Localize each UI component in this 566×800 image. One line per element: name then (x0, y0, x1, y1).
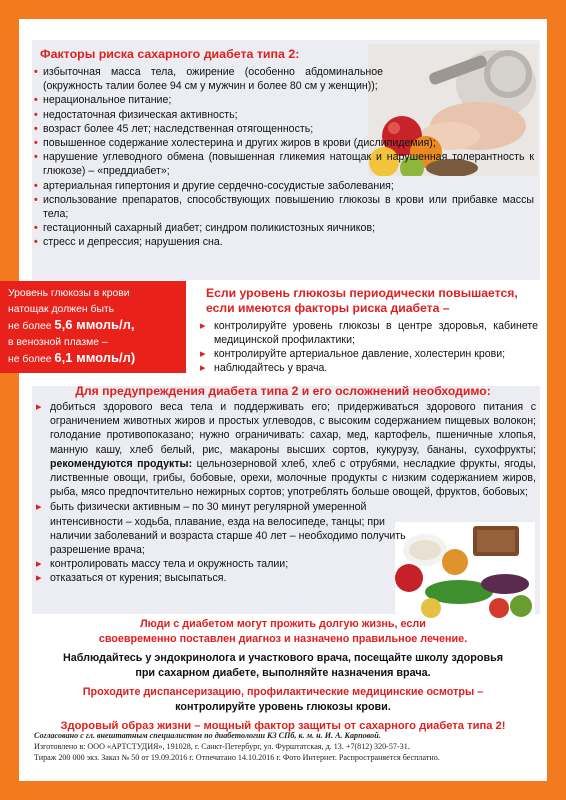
glucose-norm-prefix: не более (8, 354, 55, 365)
list-item-text: отказаться от курения; высыпаться. (50, 572, 227, 585)
list-item (34, 235, 534, 249)
list-item (34, 400, 536, 499)
list-item-text: цельнозерновой хлеб, хлеб с отрубями, несладкие фрукты, ягоды, лиственные овощи, грибы, бобовые, орехи, молочные продукты с низким содержанием жиров, рыба, мясо предпочтительно нежирных сортов; употреблять больше овощей, фруктов, бобовых; (50, 457, 537, 499)
footer-line: Изготовлено в: ООО «АРТСТУДИЯ», 191028, г. Санкт-Петербург, ул. Фурштатская, д. 13. +7(812) 320-57-31. (34, 742, 410, 751)
periodic-title-line: Если уровень глюкозы периодически повышается, (206, 286, 518, 300)
glucose-norm-line: натощак должен быть (8, 303, 115, 315)
periodic-title-line: если имеются факторы риска диабета – (206, 301, 450, 315)
closing-line: при сахарном диабете, выполняйте назначения врача. (135, 667, 431, 679)
list-item-text: повышенное содержание холестерина и других жиров в крови (дислипидемия); (43, 137, 436, 150)
list-item-text: наблюдайтесь у врача. (214, 362, 328, 374)
closing-block (24, 617, 542, 734)
risk-factors-title: Факторы риска сахарного диабета типа 2: (40, 47, 300, 61)
list-item (34, 557, 410, 571)
glucose-norm-line: в венозной плазме – (8, 336, 108, 348)
glucose-norm-prefix: не более (8, 321, 55, 332)
closing-line: Наблюдайтесь у эндокринолога и участкового врача, посещайте школу здоровья (62, 652, 504, 664)
list-item (34, 93, 534, 107)
prevention-list (34, 400, 536, 586)
footer (34, 730, 538, 763)
periodic-title (206, 286, 518, 316)
list-item (34, 108, 534, 122)
list-item-text: нарушение углеводного обмена (повышенная гликемия натощак и нарушенная толерантность к глюкозе) – «преддиабет»; (43, 151, 534, 178)
list-item-text: недостаточная физическая активность; (43, 108, 238, 121)
list-item-text: использование препаратов, способствующих повышению глюкозы в крови или прибавке массы тела; (43, 193, 534, 221)
list-item (34, 122, 534, 136)
list-item-text: контролируйте артериальное давление, холестерин крови; (214, 348, 506, 360)
list-item (34, 571, 410, 585)
list-item (34, 65, 534, 93)
list-item (34, 136, 534, 150)
list-item (34, 221, 534, 235)
list-item (198, 361, 538, 375)
glucose-norm-line: Уровень глюкозы в крови (8, 288, 130, 299)
glucose-norm-value: 5,6 ммоль/л, (54, 317, 135, 332)
glucose-norm-value: 6,1 ммоль/л) (54, 350, 136, 365)
risk-factors-list (34, 65, 534, 250)
list-item-text: артериальная гипертония и другие сердечно-сосудистые заболевания; (43, 179, 394, 192)
glucose-norm-line (8, 317, 182, 335)
list-item-text: возраст более 45 лет; наследственная отягощенность; (43, 122, 314, 135)
closing-line: Люди с диабетом могут прожить долгую жизнь, если (140, 618, 426, 630)
prevention-title: Для предупреждения диабета типа 2 и его осложнений необходимо: (75, 384, 491, 398)
closing-line: своевременно поставлен диагноз и назначено правильное лечение. (98, 633, 468, 645)
list-item (34, 193, 534, 221)
list-item-text: контролировать массу тела и окружность талии; (50, 558, 289, 571)
closing-line: контролируйте уровень глюкозы крови. (175, 701, 391, 713)
list-item-text: нерациональное питание; (43, 94, 172, 107)
list-item-text: контролируйте уровень глюкозы в центре здоровья, кабинете медицинской профилактики; (214, 320, 538, 346)
glucose-control-list (198, 319, 538, 375)
glucose-norm-box (0, 281, 186, 373)
list-item (34, 500, 410, 557)
list-item (34, 150, 534, 178)
footer-line: Тираж 200 000 экз. Заказ № 50 от 19.09.2016 г. Отпечатано 14.10.2016 г. Фото Интернет. Распространяется бесплатно. (34, 753, 440, 762)
list-item (198, 347, 538, 361)
glucose-norm-line (8, 350, 182, 368)
closing-line: Проходите диспансеризацию, профилактические медицинские осмотры – (82, 686, 484, 698)
list-item (198, 319, 538, 347)
list-item-text: добиться здорового веса тела и поддерживать его; придерживаться здорового питания с ограничением животных жиров и простых углеводов, с высоким содержанием пищевых волокон; голодание противопоказано; нужно ограничивать: сахар, мед, картофель, пшеничные хлопья, манную кашу, хлеб белый, рис, макароны высших сортов, кукурузу, бананы, сухофрукты; (50, 401, 536, 456)
list-item-text: быть физически активным – по 30 минут регулярной умеренной интенсивности – ходьба, плавание, езда на велосипеде, танцы; при наличии заболеваний и возраста старше 40 лет – необходимо получить разрешение врача; (50, 501, 406, 557)
list-item-text: стресс и депрессия; нарушения сна. (43, 236, 223, 249)
list-item-text: избыточная масса тела, ожирение (особенно абдоминальное (окружность талии более 94 см у мужчин и более 80 см у женщин)); (43, 66, 383, 93)
closing-line: Здоровый образ жизни – мощный фактор защиты от сахарного диабета типа 2! (60, 720, 506, 732)
list-item-text: гестационный сахарный диабет; синдром поликистозных яичников; (43, 222, 376, 235)
footer-line: Согласовано с гл. внештатным специалистом по диабетологии КЗ СПб, к. м. н. И. А. Карповой. (34, 731, 381, 740)
recommended-products-label: рекомендуются продукты: (50, 457, 193, 470)
list-item (34, 179, 534, 193)
